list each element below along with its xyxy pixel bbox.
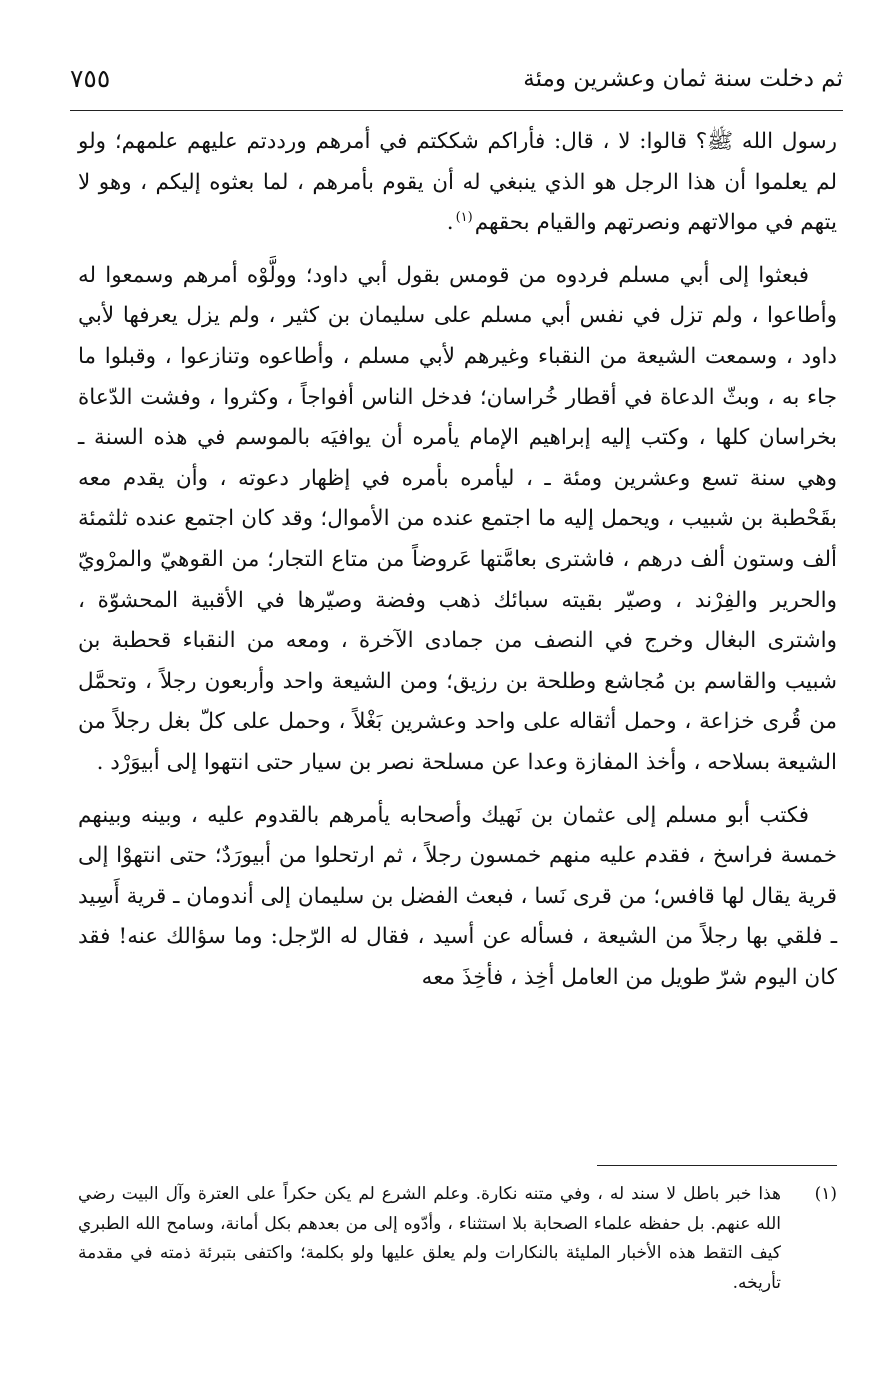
main-text	[78, 122, 837, 998]
footnote-ref-1[interactable]: (١)	[455, 210, 473, 226]
footnote-number: (١)	[814, 1184, 837, 1204]
footnote-text: هذا خبر باطل لا سند له ، وفي متنه نكارة. وعلم الشرع لم يكن حكراً على العترة وآل البيت رضي الله عنهم. بل حفظه علماء الصحابة بلا استثناء ، وأدّوه إلى من بعدهم بكل أمانة، وسامح الله الطبري كيف التقط هذه الأخبار المليئة بالنكارات ولم يعلق عليها ولو بكلمة؛ واكتفى بتبرئة ذمته في مقدمة تأريخه.	[78, 1184, 781, 1293]
paragraph-1-text: رسول الله ﷺ؟ قالوا: لا ، قال: فأراكم شككتم في أمرهم ورددتم عليهم علمهم؛ ولو لم يعلموا أن هذا الرجل هو الذي ينبغي له أن يقوم بأمرهم ، لما بعثوه إليكم ، وهو لا يتهم في موالاتهم ونصرتهم والقيام بحقهم	[78, 129, 837, 236]
page-header	[70, 55, 843, 111]
footnotes-rule	[597, 1165, 837, 1166]
running-head: ثم دخلت سنة ثمان وعشرين ومئة	[523, 66, 843, 92]
footnote-1	[78, 1180, 837, 1298]
footnotes	[78, 1180, 837, 1298]
header-rule	[70, 110, 843, 111]
paragraph-1	[78, 122, 837, 244]
page-number: ٧٥٥	[70, 64, 111, 93]
paragraph-3: فكتب أبو مسلم إلى عثمان بن نَهيك وأصحابه يأمرهم بالقدوم عليه ، وبينه وبينهم خمسة فراسخ ، فقدم عليه منهم خمسون رجلاً ، ثم ارتحلوا من أبيورَدٌ؛ حتى انتهوْا إلى قرية يقال لها قافس؛ من قرى نَسا ، فبعث الفضل بن سليمان إلى أندومان ـ قرية أَسِيد ـ فلقي بها رجلاً من الشيعة ، فسأله عن أسيد ، فقال له الرّجل: وما سؤالك عنه! فقد كان اليوم شرّ طويل من العامل أخِذ ، فأخِذَ معه	[78, 802, 837, 990]
paragraph-2: فبعثوا إلى أبي مسلم فردوه من قومس بقول أبي داود؛ وولَّوْه أمرهم وسمعوا له وأطاعوا ، ولم تزل في نفس أبي مسلم على سليمان بن كثير ، ولم يزل يعرفها لأبي داود ، وسمعت الشيعة من النقباء وغيرهم لأبي مسلم ، وأطاعوه وتنازعوا ، وقبلوا ما جاء به ، وبثّ الدعاة في أقطار خُراسان؛ فدخل الناس أفواجاً ، وكثروا ، وفشت الدّعاة بخراسان كلها ، وكتب إليه إبراهيم الإمام يأمره أن يوافيَه بالموسم في هذه السنة ـ وهي سنة تسع وعشرين ومئة ـ ، ليأمره بأمره في إظهار دعوته ، وأن يقدم معه بقَحْطبة بن شبيب ، ويحمل إليه ما اجتمع عنده من الأموال؛ وقد كان اجتمع عنده ثلثمئة ألف وستون ألف درهم ، فاشترى بعامَّتها عَروضاً من متاع التجار؛ من القوهيّ والمرْويّ والحرير والفِرْند ، وصيّر بقيته سبائك ذهب وفضة وصيّرها في الأقبية المحشوّة ، واشترى البغال وخرج في النصف من جمادى الآخرة ، ومعه من النقباء قحطبة بن شبيب والقاسم بن مُجاشع وطلحة بن رزيق؛ ومن الشيعة واحد وأربعون رجلاً ، وتحمَّل من قُرى خزاعة ، وحمل أثقاله على واحد وعشرين بَغْلاً ، وحمل على كلّ بغل رجلاً من الشيعة بسلاحه ، وأخذ المفازة وعدا عن مسلحة نصر بن سيار حتى انتهوا إلى أبيوَرْد .	[78, 262, 837, 775]
paragraph-1-tail: .	[446, 210, 454, 236]
